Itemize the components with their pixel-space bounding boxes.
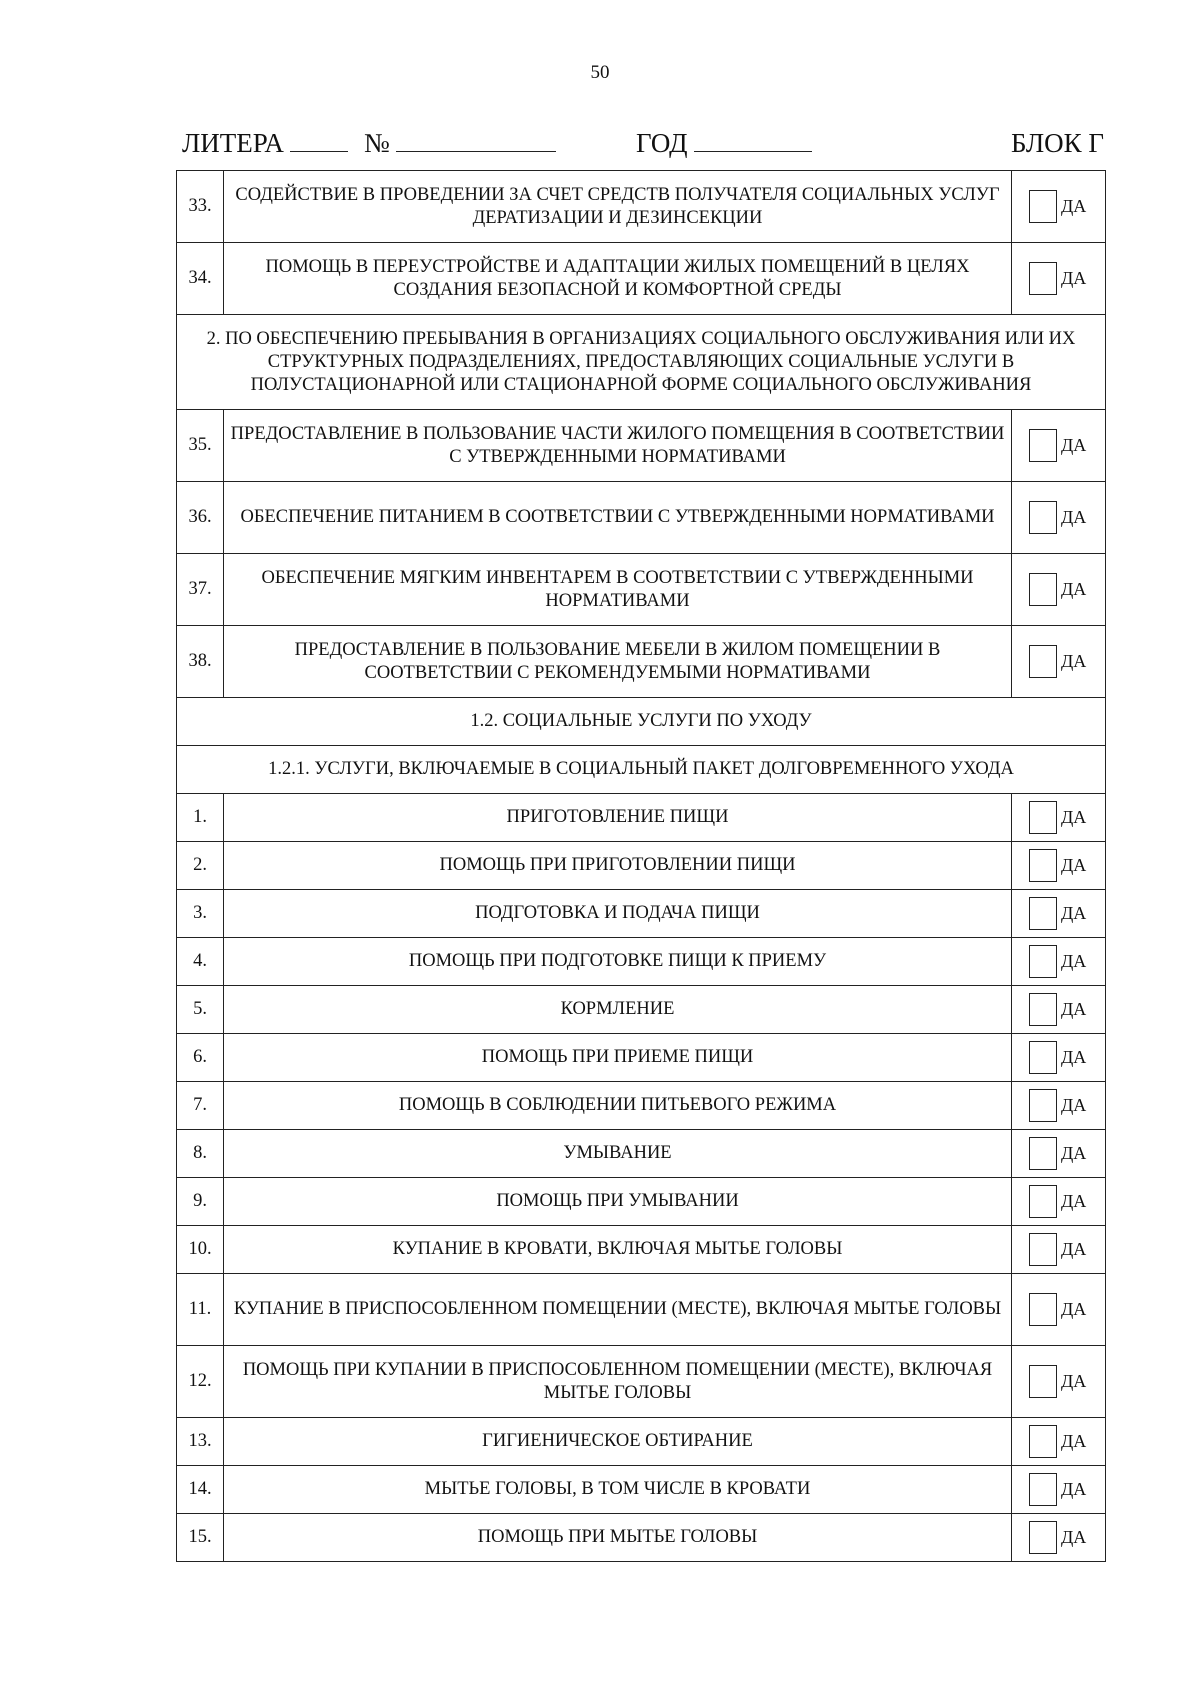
yes-checkbox[interactable]: [1029, 993, 1057, 1026]
table-row: [177, 1130, 1106, 1178]
section-title: 2. ПО ОБЕСПЕЧЕНИЮ ПРЕБЫВАНИЯ В ОРГАНИЗАЦИЯХ СОЦИАЛЬНОГО ОБСЛУЖИВАНИЯ ИЛИ ИХ СТРУКТУРНЫХ ПОДРАЗДЕЛЕНИЯХ, ПРЕДОСТАВЛЯЮЩИХ СОЦИАЛЬНЫЕ УСЛУГИ В ПОЛУСТАЦИОНАРНОЙ ИЛИ СТАЦИОНАРНОЙ ФОРМЕ СОЦИАЛЬНОГО ОБСЛУЖИВАНИЯ: [177, 315, 1106, 410]
item-description: ПРЕДОСТАВЛЕНИЕ В ПОЛЬЗОВАНИЕ МЕБЕЛИ В ЖИЛОМ ПОМЕЩЕНИИ В СООТВЕТСТВИИ С РЕКОМЕНДУЕМЫМИ НОРМАТИВАМИ: [224, 626, 1012, 698]
yes-checkbox[interactable]: [1029, 1521, 1057, 1554]
page-number: 50: [590, 62, 610, 83]
table-row: [177, 626, 1106, 698]
item-description: МЫТЬЕ ГОЛОВЫ, В ТОМ ЧИСЛЕ В КРОВАТИ: [224, 1466, 1012, 1514]
yes-option: [1012, 501, 1105, 534]
table-row: [177, 1514, 1106, 1562]
yes-checkbox[interactable]: [1029, 573, 1057, 606]
checkbox-cell: [1012, 1034, 1106, 1082]
yes-label: ДА: [1061, 1047, 1087, 1067]
yes-option: [1012, 645, 1105, 678]
yes-option: [1012, 1041, 1105, 1074]
yes-label: ДА: [1061, 435, 1087, 455]
item-description: ПОМОЩЬ В СОБЛЮДЕНИИ ПИТЬЕВОГО РЕЖИМА: [224, 1082, 1012, 1130]
item-number: 6.: [177, 1034, 224, 1082]
litera-field: [182, 128, 348, 159]
yes-checkbox[interactable]: [1029, 801, 1057, 834]
yes-label: ДА: [1061, 1191, 1087, 1211]
item-number: 38.: [177, 626, 224, 698]
yes-label: ДА: [1061, 507, 1087, 527]
block-label: БЛОК Г: [1010, 128, 1104, 158]
item-description: ПОДГОТОВКА И ПОДАЧА ПИЩИ: [224, 890, 1012, 938]
litera-label: ЛИТЕРА: [182, 128, 284, 158]
checkbox-cell: [1012, 1346, 1106, 1418]
yes-option: [1012, 573, 1105, 606]
table-row: [177, 482, 1106, 554]
yes-label: ДА: [1061, 903, 1087, 923]
item-number: 35.: [177, 410, 224, 482]
year-input-line[interactable]: [694, 129, 812, 152]
table-row: [177, 1466, 1106, 1514]
item-number: 11.: [177, 1274, 224, 1346]
checkbox-cell: [1012, 243, 1106, 315]
table-row: [177, 1274, 1106, 1346]
yes-label: ДА: [1061, 999, 1087, 1019]
item-number: 5.: [177, 986, 224, 1034]
item-description: ПОМОЩЬ ПРИ ПРИЕМЕ ПИЩИ: [224, 1034, 1012, 1082]
checkbox-cell: [1012, 171, 1106, 243]
item-number: 36.: [177, 482, 224, 554]
yes-label: ДА: [1061, 1431, 1087, 1451]
table-row: [177, 794, 1106, 842]
section-header-row: [177, 698, 1106, 746]
item-number: 34.: [177, 243, 224, 315]
item-description: КУПАНИЕ В ПРИСПОСОБЛЕННОМ ПОМЕЩЕНИИ (МЕСТЕ), ВКЛЮЧАЯ МЫТЬЕ ГОЛОВЫ: [224, 1274, 1012, 1346]
yes-checkbox[interactable]: [1029, 645, 1057, 678]
yes-option: [1012, 1473, 1105, 1506]
checkbox-cell: [1012, 1178, 1106, 1226]
item-number: 4.: [177, 938, 224, 986]
yes-label: ДА: [1061, 1299, 1087, 1319]
litera-input-line[interactable]: [290, 129, 348, 152]
item-number: 14.: [177, 1466, 224, 1514]
yes-checkbox[interactable]: [1029, 429, 1057, 462]
item-number: 10.: [177, 1226, 224, 1274]
item-number: 37.: [177, 554, 224, 626]
yes-checkbox[interactable]: [1029, 849, 1057, 882]
item-number: 15.: [177, 1514, 224, 1562]
yes-label: ДА: [1061, 807, 1087, 827]
checkbox-cell: [1012, 938, 1106, 986]
year-label: ГОД: [636, 128, 688, 158]
item-description: ПРЕДОСТАВЛЕНИЕ В ПОЛЬЗОВАНИЕ ЧАСТИ ЖИЛОГО ПОМЕЩЕНИЯ В СООТВЕТСТВИИ С УТВЕРЖДЕННЫМИ НОРМАТИВАМИ: [224, 410, 1012, 482]
yes-checkbox[interactable]: [1029, 1089, 1057, 1122]
table-row: [177, 1226, 1106, 1274]
table-row: [177, 410, 1106, 482]
checkbox-cell: [1012, 1274, 1106, 1346]
checkbox-cell: [1012, 1082, 1106, 1130]
yes-checkbox[interactable]: [1029, 190, 1057, 223]
yes-label: ДА: [1061, 196, 1087, 216]
yes-option: [1012, 1365, 1105, 1398]
item-description: КУПАНИЕ В КРОВАТИ, ВКЛЮЧАЯ МЫТЬЕ ГОЛОВЫ: [224, 1226, 1012, 1274]
item-description: УМЫВАНИЕ: [224, 1130, 1012, 1178]
table-row: [177, 890, 1106, 938]
item-description: ПОМОЩЬ ПРИ ПРИГОТОВЛЕНИИ ПИЩИ: [224, 842, 1012, 890]
section-header-row: [177, 315, 1106, 410]
table-row: [177, 1346, 1106, 1418]
yes-option: [1012, 1293, 1105, 1326]
yes-label: ДА: [1061, 1371, 1087, 1391]
checkbox-cell: [1012, 1418, 1106, 1466]
table-row: [177, 171, 1106, 243]
services-table: [176, 170, 1106, 1562]
yes-checkbox[interactable]: [1029, 1365, 1057, 1398]
yes-option: [1012, 801, 1105, 834]
year-field: [636, 128, 812, 159]
yes-label: ДА: [1061, 1095, 1087, 1115]
checkbox-cell: [1012, 794, 1106, 842]
checkbox-cell: [1012, 1226, 1106, 1274]
yes-checkbox[interactable]: [1029, 501, 1057, 534]
yes-label: ДА: [1061, 268, 1087, 288]
checkbox-cell: [1012, 482, 1106, 554]
yes-option: [1012, 945, 1105, 978]
checkbox-cell: [1012, 842, 1106, 890]
yes-label: ДА: [1061, 1239, 1087, 1259]
number-input-line[interactable]: [396, 129, 556, 152]
yes-checkbox[interactable]: [1029, 1041, 1057, 1074]
checkbox-cell: [1012, 554, 1106, 626]
yes-checkbox[interactable]: [1029, 897, 1057, 930]
yes-option: [1012, 1089, 1105, 1122]
yes-checkbox[interactable]: [1029, 1233, 1057, 1266]
table-row: [177, 1178, 1106, 1226]
checkbox-cell: [1012, 890, 1106, 938]
yes-checkbox[interactable]: [1029, 1293, 1057, 1326]
item-number: 3.: [177, 890, 224, 938]
item-number: 13.: [177, 1418, 224, 1466]
item-description: ПОМОЩЬ ПРИ ПОДГОТОВКЕ ПИЩИ К ПРИЕМУ: [224, 938, 1012, 986]
number-field: [364, 128, 556, 159]
checkbox-cell: [1012, 626, 1106, 698]
item-description: ПОМОЩЬ В ПЕРЕУСТРОЙСТВЕ И АДАПТАЦИИ ЖИЛЫХ ПОМЕЩЕНИЙ В ЦЕЛЯХ СОЗДАНИЯ БЕЗОПАСНОЙ И КОМФОРТНОЙ СРЕДЫ: [224, 243, 1012, 315]
item-description: ОБЕСПЕЧЕНИЕ ПИТАНИЕМ В СООТВЕТСТВИИ С УТВЕРЖДЕННЫМИ НОРМАТИВАМИ: [224, 482, 1012, 554]
yes-option: [1012, 429, 1105, 462]
yes-label: ДА: [1061, 579, 1087, 599]
item-number: 33.: [177, 171, 224, 243]
item-description: ПОМОЩЬ ПРИ МЫТЬЕ ГОЛОВЫ: [224, 1514, 1012, 1562]
item-description: ОБЕСПЕЧЕНИЕ МЯГКИМ ИНВЕНТАРЕМ В СООТВЕТСТВИИ С УТВЕРЖДЕННЫМИ НОРМАТИВАМИ: [224, 554, 1012, 626]
yes-label: ДА: [1061, 651, 1087, 671]
yes-checkbox[interactable]: [1029, 1425, 1057, 1458]
yes-checkbox[interactable]: [1029, 262, 1057, 295]
table-row: [177, 986, 1106, 1034]
table-row: [177, 938, 1106, 986]
yes-option: [1012, 1425, 1105, 1458]
yes-option: [1012, 262, 1105, 295]
yes-option: [1012, 1137, 1105, 1170]
yes-label: ДА: [1061, 1527, 1087, 1547]
table-row: [177, 1034, 1106, 1082]
yes-option: [1012, 1233, 1105, 1266]
checkbox-cell: [1012, 1130, 1106, 1178]
item-description: ПОМОЩЬ ПРИ УМЫВАНИИ: [224, 1178, 1012, 1226]
yes-option: [1012, 1185, 1105, 1218]
yes-label: ДА: [1061, 1143, 1087, 1163]
yes-option: [1012, 849, 1105, 882]
yes-option: [1012, 190, 1105, 223]
section-header-row: [177, 746, 1106, 794]
item-number: 9.: [177, 1178, 224, 1226]
table-row: [177, 1418, 1106, 1466]
checkbox-cell: [1012, 410, 1106, 482]
section-title: 1.2.1. УСЛУГИ, ВКЛЮЧАЕМЫЕ В СОЦИАЛЬНЫЙ ПАКЕТ ДОЛГОВРЕМЕННОГО УХОДА: [177, 746, 1106, 794]
item-number: 2.: [177, 842, 224, 890]
yes-option: [1012, 993, 1105, 1026]
table-row: [177, 842, 1106, 890]
yes-label: ДА: [1061, 1479, 1087, 1499]
form-header: [182, 128, 1104, 164]
yes-label: ДА: [1061, 951, 1087, 971]
yes-label: ДА: [1061, 855, 1087, 875]
checkbox-cell: [1012, 1514, 1106, 1562]
yes-option: [1012, 897, 1105, 930]
number-label: №: [364, 128, 390, 158]
item-description: ПОМОЩЬ ПРИ КУПАНИИ В ПРИСПОСОБЛЕННОМ ПОМЕЩЕНИИ (МЕСТЕ), ВКЛЮЧАЯ МЫТЬЕ ГОЛОВЫ: [224, 1346, 1012, 1418]
item-number: 7.: [177, 1082, 224, 1130]
item-description: СОДЕЙСТВИЕ В ПРОВЕДЕНИИ ЗА СЧЕТ СРЕДСТВ ПОЛУЧАТЕЛЯ СОЦИАЛЬНЫХ УСЛУГ ДЕРАТИЗАЦИИ И ДЕЗИНСЕКЦИИ: [224, 171, 1012, 243]
yes-checkbox[interactable]: [1029, 1185, 1057, 1218]
item-number: 12.: [177, 1346, 224, 1418]
table-row: [177, 243, 1106, 315]
item-description: ПРИГОТОВЛЕНИЕ ПИЩИ: [224, 794, 1012, 842]
item-number: 8.: [177, 1130, 224, 1178]
table-row: [177, 1082, 1106, 1130]
yes-checkbox[interactable]: [1029, 1137, 1057, 1170]
checkbox-cell: [1012, 1466, 1106, 1514]
yes-checkbox[interactable]: [1029, 1473, 1057, 1506]
table-row: [177, 554, 1106, 626]
section-title: 1.2. СОЦИАЛЬНЫЕ УСЛУГИ ПО УХОДУ: [177, 698, 1106, 746]
item-description: КОРМЛЕНИЕ: [224, 986, 1012, 1034]
item-number: 1.: [177, 794, 224, 842]
checkbox-cell: [1012, 986, 1106, 1034]
yes-checkbox[interactable]: [1029, 945, 1057, 978]
yes-option: [1012, 1521, 1105, 1554]
item-description: ГИГИЕНИЧЕСКОЕ ОБТИРАНИЕ: [224, 1418, 1012, 1466]
